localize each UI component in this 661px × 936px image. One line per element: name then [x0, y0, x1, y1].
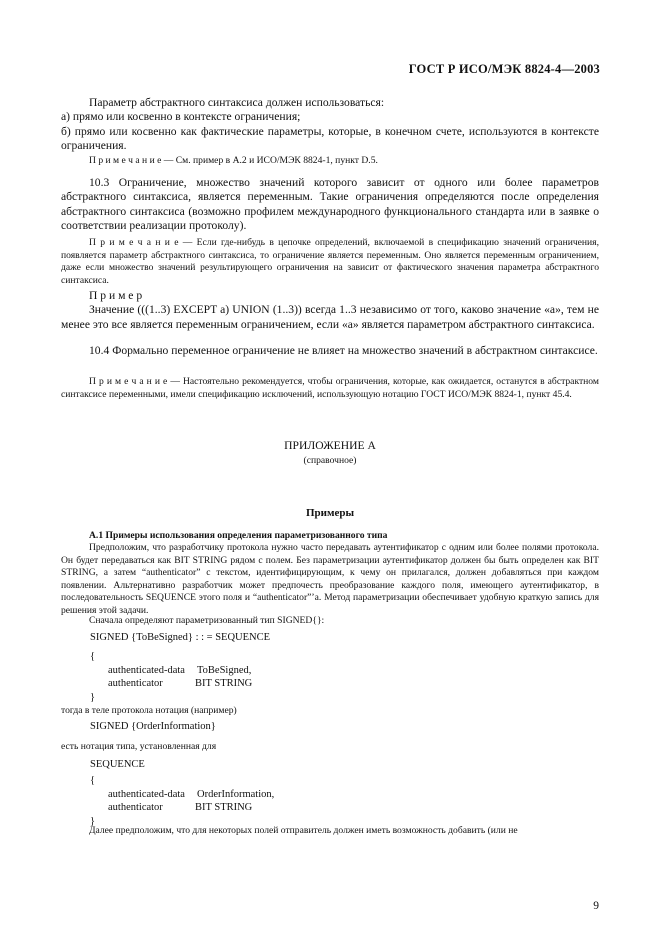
note-text: — Если где-нибудь в цепочке определений, включаемой в спецификацию значений ограничения, появляется параметр абстрактного синтаксиса, то ограничение является переменным. Оно является переменным ограничением, даже если множество значений результирующего ограничения на зависит от фактического значения параметра абстрактного синтаксиса. [61, 237, 599, 286]
code-field-type: ToBeSigned, [197, 665, 252, 676]
code-field-type: BIT STRING [195, 678, 253, 689]
note-text: — Настоятельно рекомендуется, чтобы ограничения, которые, как ожидается, останутся в абстрактном синтаксисе переменными, имели спецификацию исключений, использующую нотацию ГОСТ ИСО/МЭК 8824-1, пункт 45.4. [61, 376, 599, 400]
note-label: П р и м е ч а н и е [89, 237, 179, 248]
intro-line: Параметр абстрактного синтаксиса должен использоваться: [89, 96, 385, 109]
intro-block [61, 96, 599, 154]
annex-heading: Примеры [305, 507, 355, 519]
paragraph-10-4: 10.4 Формально переменное ограничение не влияет на множество значений в абстрактном синтаксисе. [89, 344, 598, 357]
intro-item-b: б) прямо или косвенно как фактические параметры, которые, в конечном счете, используются в контексте ограничения. [61, 124, 599, 153]
code-brace-close: } [90, 816, 96, 827]
code-brace-close: } [90, 692, 96, 703]
code-line: SIGNED {ToBeSigned} : : = SEQUENCE [90, 632, 271, 643]
section-a1-para2: Сначала определяют параметризованный тип SIGNED{}: [89, 615, 325, 626]
page-number: 9 [593, 900, 599, 912]
section-a1-para: Предположим, что разработчику протокола нужно часто передавать аутентификатор с одним или более полями протокола. Он будет передаваться как BIT STRING рядом с полем. Без параметризации аутентификатор должен бы быть определен как BIT STRING, а затем “authenticator” с текстом, идентифицирующим, к чему он прилагался, должен добавляться при каждом появлении. Альтернативно разработчик может предпочесть преобразование каждого поля, имеющего аутентификатор, в последовательность SEQUENCE этого поля и “authenticator”’а. Метод параметризации обеспечивает удобную краткую запись для решения этой задачи. [61, 542, 599, 616]
last-line: Далее предположим, что для некоторых полей отправитель должен иметь возможность добавить (или не [89, 825, 518, 836]
note-label: П р и м е ч а н и е [89, 155, 162, 166]
example-block [61, 289, 599, 332]
code-field-type: OrderInformation, [197, 789, 275, 800]
note-1 [61, 155, 599, 168]
annex-subtitle: (справочное) [303, 455, 357, 466]
code-field-name: authenticator [108, 678, 163, 689]
code-line: SEQUENCE [90, 759, 145, 770]
note-label: П р и м е ч а н и е [89, 376, 168, 387]
example-label: П р и м е р [89, 289, 143, 302]
annex-title: ПРИЛОЖЕНИЕ А [284, 439, 376, 452]
note-3 [61, 376, 599, 401]
code-field-name: authenticated-data [108, 789, 185, 800]
note-2 [61, 237, 599, 287]
section-a1-heading: А.1 Примеры использования определения параметризованного типа [89, 530, 388, 541]
code-brace-open: { [90, 651, 96, 662]
code-field-type: BIT STRING [195, 802, 253, 813]
text-line: есть нотация типа, установленная для [61, 741, 217, 752]
code-line: SIGNED {OrderInformation} [90, 721, 216, 732]
code-brace-open: { [90, 775, 96, 786]
code-field-name: authenticator [108, 802, 163, 813]
text-line: тогда в теле протокола нотация (например) [61, 705, 237, 716]
standard-code: ГОСТ Р ИСО/МЭК 8824-4—2003 [408, 62, 600, 76]
paragraph-10-3: 10.3 Ограничение, множество значений которого зависит от одного или более параметров абстрактного синтаксиса, является переменным. Такие ограничения определяются после определения абстрактного синтаксиса (возможно профилем международного функционального стандарта или в заявке о соответствии реализации протоколу). [61, 176, 599, 233]
example-text: Значение (((1..3) EXCEPT a) UNION (1..3)) всегда 1..3 независимо от того, каково значение «а», тем не менее это все является переменным ограничением, если «а» является параметром абстрактного синтаксиса. [61, 303, 599, 331]
intro-item-a: а) прямо или косвенно в контексте ограничения; [61, 110, 301, 124]
code-field-name: authenticated-data [108, 665, 185, 676]
note-text: — См. пример в А.2 и ИСО/МЭК 8824-1, пункт D.5. [161, 155, 378, 166]
